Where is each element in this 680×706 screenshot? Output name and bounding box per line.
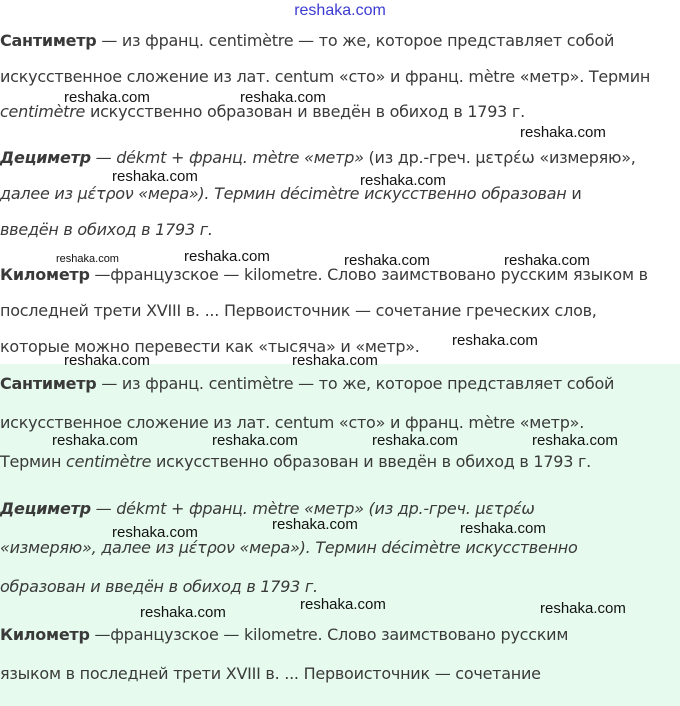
text: Термин décimètre искусственно (310, 538, 578, 557)
detsimetr-line-2 (0, 538, 578, 558)
watermark: reshaka.com (112, 524, 198, 541)
term-detsimetr: Дециметр (0, 148, 91, 167)
watermark: reshaka.com (300, 596, 386, 613)
kilometr-line-2 (0, 301, 597, 321)
detsimetr-line-3 (0, 577, 318, 597)
watermark: reshaka.com (540, 600, 626, 617)
text: образован и введён в обиход в 1793 г. (0, 577, 318, 596)
santimetr-line-1 (0, 374, 614, 394)
term-santimetr: Сантиметр (0, 31, 97, 50)
text: последней трети XVIII в. ... Первоисточник — сочетание греческих слов, (0, 301, 597, 320)
text: —французское — kilometre. Слово заимствовано русским (89, 625, 569, 644)
text: и (566, 184, 582, 203)
text: (из др.-греч. μετρέω «измеряю», (363, 148, 636, 167)
term-kilometr: Километр (0, 625, 90, 644)
watermark: reshaka.com (292, 352, 378, 369)
text: —французское — kilometre. Слово заимствовано русским языком в (89, 265, 648, 284)
text: Термин (0, 452, 67, 471)
watermark: reshaka.com (452, 332, 538, 349)
text: centimètre (0, 102, 86, 121)
watermark: reshaka.com (240, 89, 326, 106)
santimetr-line-1 (0, 31, 614, 51)
text: введён в обиход в 1793 г. (0, 220, 213, 239)
watermark: reshaka.com (52, 432, 138, 449)
watermark: reshaka.com (344, 252, 430, 269)
watermark: reshaka.com (64, 89, 150, 106)
watermark: reshaka.com (56, 253, 119, 265)
site-header-link[interactable]: reshaka.com (294, 2, 386, 19)
text: — dékmt + франц. mètre «метр» (90, 148, 364, 167)
santimetr-line-3 (0, 452, 591, 472)
term-detsimetr: Дециметр (0, 499, 91, 518)
text: искусственное сложение из лат. centum «сто» и франц. mètre «метр». Термин (0, 67, 651, 86)
watermark: reshaka.com (272, 516, 358, 533)
text: далее из μέτρον «мера»). Термин décimètre искусственно образован (0, 184, 567, 203)
watermark: reshaka.com (112, 168, 198, 185)
watermark: reshaka.com (140, 604, 226, 621)
text: — из франц. centimètre — то же, которое представляет собой (96, 374, 615, 393)
term-kilometr: Километр (0, 265, 90, 284)
watermark: reshaka.com (64, 352, 150, 369)
text: centimètre (66, 452, 152, 471)
text: языком в последней трети XVIII в. ... Первоисточник — сочетание (0, 664, 541, 683)
text: — dékmt + франц. mètre «метр» (из др.-греч. μετρέω (90, 499, 535, 518)
watermark: reshaka.com (532, 432, 618, 449)
watermark: reshaka.com (184, 248, 270, 265)
text: — из франц. centimètre — то же, которое представляет собой (96, 31, 615, 50)
santimetr-line-2 (0, 413, 584, 433)
kilometr-line-2 (0, 664, 541, 684)
watermark: reshaka.com (520, 124, 606, 141)
detsimetr-line-1 (0, 499, 535, 519)
term-santimetr: Сантиметр (0, 374, 97, 393)
text: искусственное сложение из лат. centum «сто» и франц. mètre «метр». (0, 413, 585, 432)
watermark: reshaka.com (504, 252, 590, 269)
watermark: reshaka.com (360, 172, 446, 189)
watermark: reshaka.com (372, 432, 458, 449)
text: которые можно перевести как «тысяча» и «метр». (0, 337, 420, 356)
santimetr-line-2 (0, 67, 650, 87)
text: «измеряю», далее из μέτρον «мера»). (0, 538, 311, 557)
watermark: reshaka.com (460, 520, 546, 537)
detsimetr-line-1 (0, 148, 636, 168)
text: искусственно образован и введён в обиход в 1793 г. (85, 102, 525, 121)
detsimetr-line-2 (0, 184, 581, 204)
text: искусственно образован и введён в обиход в 1793 г. (151, 452, 591, 471)
kilometr-line-1 (0, 625, 568, 645)
detsimetr-line-3 (0, 220, 213, 240)
watermark: reshaka.com (212, 432, 298, 449)
